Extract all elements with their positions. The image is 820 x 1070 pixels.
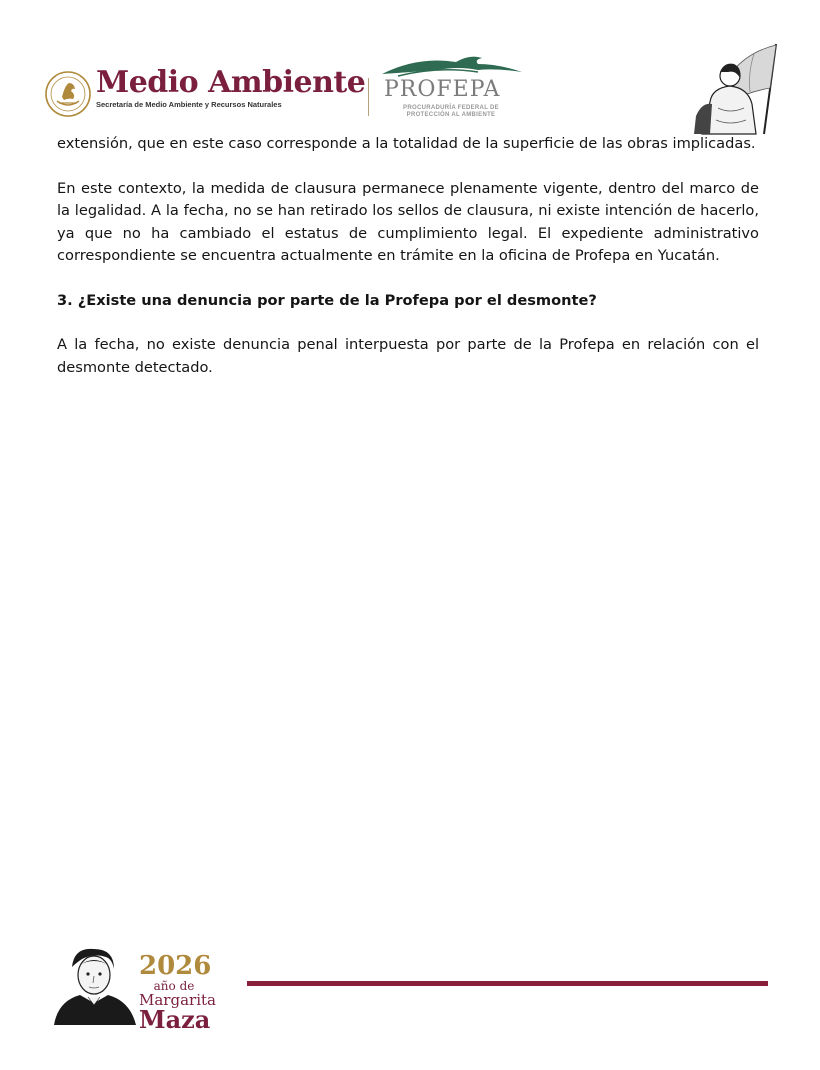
header-divider [368, 78, 369, 116]
agency-subtitle [378, 105, 524, 119]
woman-with-flag-illustration-icon [688, 42, 780, 138]
body-paragraph: extensión, que en este caso corresponde a la totalidad de la superficie de las obras implicadas. [57, 135, 756, 152]
year-of-label: año de [153, 979, 195, 993]
section-heading: 3. ¿Existe una denuncia por parte de la Profepa por el desmonte? [57, 291, 597, 309]
body-paragraph: En este contexto, la medida de clausura permanece plenamente vigente, dentro del marco de la legalidad. A la fecha, no se han retirado los sellos de clausura, ni existe intención de hacerlo, ya que no ha cambiado el estatus de cumplimiento legal. El expediente administrativo correspondiente se encuentra actualmente en trámite en la oficina de Profepa en Yucatán. [57, 179, 759, 264]
footer-rule [247, 981, 768, 986]
agency-name: PROFEPA [384, 77, 501, 102]
commemorative-year-logo [139, 951, 216, 1034]
year-number: 2026 [139, 951, 212, 981]
mexico-coat-of-arms-icon [45, 71, 91, 117]
semarnat-logo [96, 66, 365, 109]
margarita-maza-portrait-icon [50, 945, 140, 1025]
page-header [0, 0, 820, 140]
body-paragraph: A la fecha, no existe denuncia penal interpuesta por parte de la Profepa en relación con el desmonte detectado. [57, 336, 759, 376]
honoree-last-name: Maza [139, 1005, 211, 1034]
ministry-subtitle: Secretaría de Medio Ambiente y Recursos Naturales [96, 100, 282, 109]
document-body [57, 133, 759, 401]
agency-subtitle-line: PROCURADURÍA FEDERAL DE [403, 105, 499, 111]
profepa-logo [378, 52, 528, 122]
honoree-first-name: Margarita [139, 991, 216, 1009]
eagle-wave-icon [378, 52, 528, 78]
agency-subtitle-line: PROTECCIÓN AL AMBIENTE [406, 112, 496, 118]
ministry-title: Medio Ambiente [96, 65, 366, 100]
